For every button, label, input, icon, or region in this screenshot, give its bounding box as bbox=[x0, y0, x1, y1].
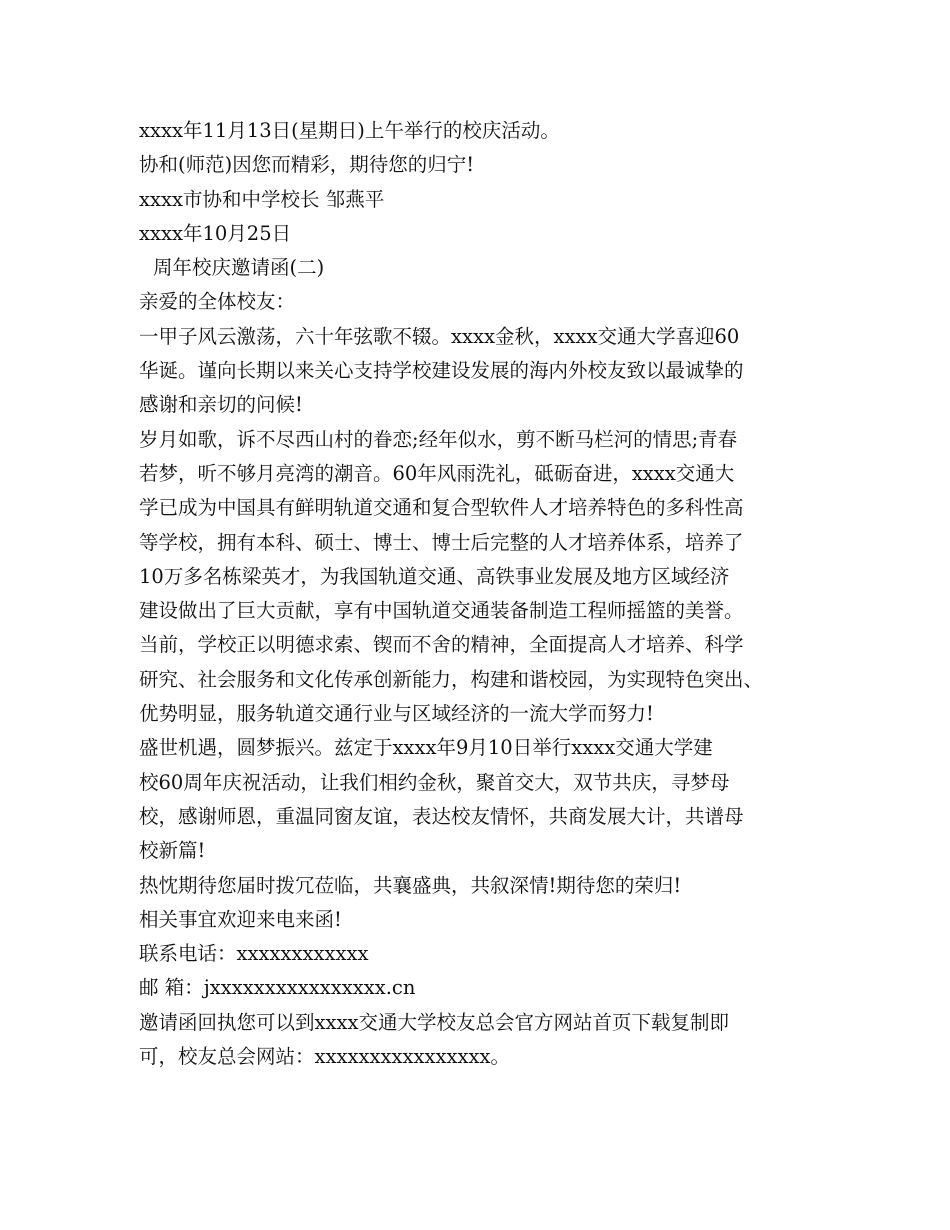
text-line-event-date: xxxx年11月13日(星期日)上午举行的校庆活动。 bbox=[139, 119, 560, 142]
paragraph-line: 校60周年庆祝活动，让我们相约金秋，聚首交大，双节共庆，寻梦母 bbox=[139, 770, 730, 794]
paragraph-line: 一甲子风云激荡，六十年弦歌不辍。xxxx金秋，xxxx交通大学喜迎60 bbox=[139, 324, 740, 348]
paragraph-line: 热忱期待您届时拨冗莅临，共襄盛典，共叙深情!期待您的荣归! bbox=[139, 873, 682, 897]
paragraph-line: 建设做出了巨大贡献，享有中国轨道交通装备制造工程师摇篮的美誉。 bbox=[139, 599, 744, 623]
paragraph-line: 10万多名栋梁英才，为我国轨道交通、高铁事业发展及地方区域经济 bbox=[139, 564, 730, 588]
section-title: 周年校庆邀请函(二) bbox=[153, 256, 325, 280]
text-line-signature: xxxx市协和中学校长 邹燕平 bbox=[139, 187, 385, 211]
salutation: 亲爱的全体校友： bbox=[139, 290, 296, 314]
paragraph-line: 等学校，拥有本科、硕士、博士、博士后完整的人才培养体系，培养了 bbox=[139, 530, 744, 554]
text-line-sign-date: xxxx年10月25日 bbox=[139, 221, 292, 245]
paragraph-line: 盛世机遇，圆梦振兴。兹定于xxxx年9月10日举行xxxx交通大学建 bbox=[139, 736, 713, 760]
contact-phone: 联系电话：xxxxxxxxxxxx bbox=[139, 942, 369, 966]
paragraph-line: 优势明显，服务轨道交通行业与区域经济的一流大学而努力! bbox=[139, 702, 654, 726]
paragraph-line: 感谢和亲切的问候! bbox=[139, 393, 303, 417]
document-body bbox=[139, 114, 829, 1074]
paragraph-line: 华诞。谨向长期以来关心支持学校建设发展的海内外校友致以最诚挚的 bbox=[139, 359, 744, 383]
paragraph-line: 岁月如歌，诉不尽西山村的眷恋;经年似水，剪不断马栏河的情思;青春 bbox=[139, 427, 738, 451]
paragraph-line: 可，校友总会网站：xxxxxxxxxxxxxxxx。 bbox=[139, 1045, 510, 1069]
paragraph-line: 学已成为中国具有鲜明轨道交通和复合型软件人才培养特色的多科性高 bbox=[139, 496, 744, 520]
paragraph-line: 校，感谢师恩，重温同窗友谊，表达校友情怀，共商发展大计，共谱母 bbox=[139, 804, 744, 828]
paragraph-line: 研究、社会服务和文化传承创新能力，构建和谐校园，为实现特色突出、 bbox=[139, 667, 764, 691]
paragraph-line: 当前，学校正以明德求索、锲而不舍的精神，全面提高人才培养、科学 bbox=[139, 633, 744, 657]
text-line-closing-wish: 协和(师范)因您而精彩，期待您的归宁! bbox=[139, 153, 475, 177]
paragraph-line: 邀请函回执您可以到xxxx交通大学校友总会官方网站首页下载复制即 bbox=[139, 1010, 729, 1034]
paragraph-line: 校新篇! bbox=[139, 839, 206, 863]
contact-email: 邮 箱：jxxxxxxxxxxxxxxxx.cn bbox=[139, 976, 416, 1000]
paragraph-line: 若梦，听不够月亮湾的潮音。60年风雨洗礼，砥砺奋进，xxxx交通大 bbox=[139, 461, 735, 485]
paragraph-line: 相关事宜欢迎来电来函! bbox=[139, 907, 342, 931]
